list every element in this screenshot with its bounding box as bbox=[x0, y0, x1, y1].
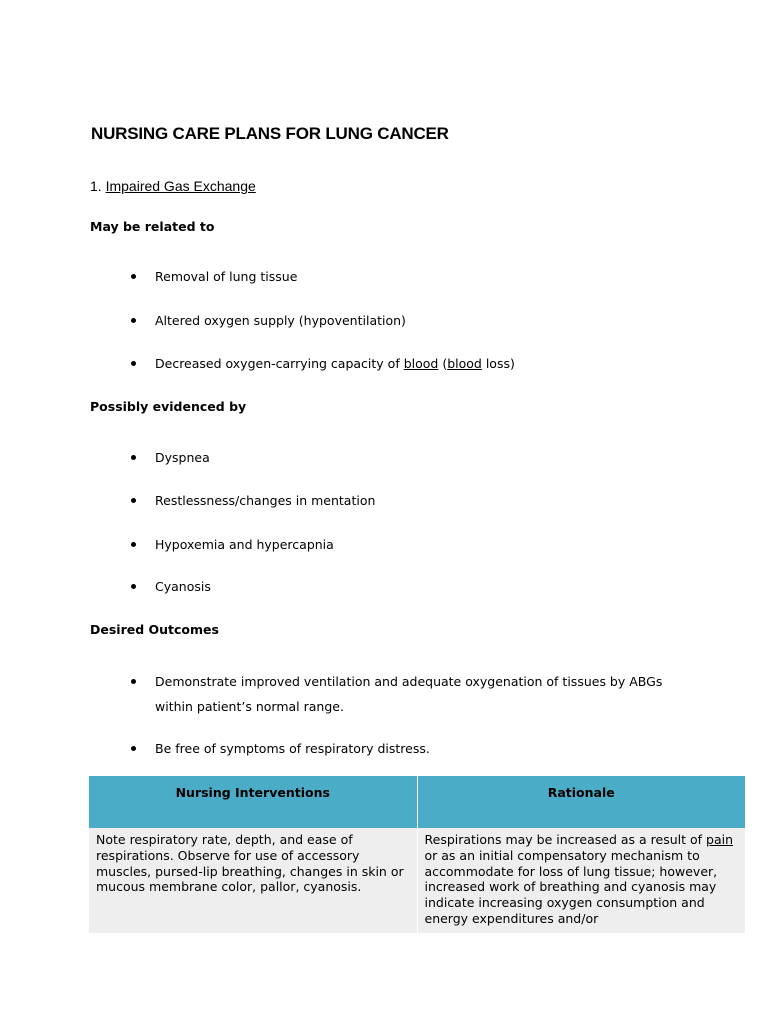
table-row bbox=[89, 828, 745, 933]
blood-link[interactable]: blood bbox=[447, 356, 482, 371]
section-number: 1. bbox=[90, 178, 106, 194]
bullet-icon bbox=[131, 455, 136, 460]
rationale-header: Rationale bbox=[417, 776, 745, 828]
section-heading-link[interactable]: Impaired Gas Exchange bbox=[105, 178, 256, 194]
list-item-text: Removal of lung tissue bbox=[155, 269, 298, 284]
list-item-text: within patient’s normal range. bbox=[155, 699, 344, 714]
list-item-text: Demonstrate improved ventilation and adequate oxygenation of tissues by ABGs bbox=[155, 674, 663, 689]
bullet-icon bbox=[131, 584, 136, 589]
text-fragment: or as an initial compensatory mechanism to accommodate for loss of lung tissue; however, increased work of breathing and cyanosis may indicate increasing oxygen consumption and energy expenditures and/or bbox=[424, 847, 718, 926]
bullet-icon bbox=[131, 679, 136, 684]
bullet-icon bbox=[131, 361, 136, 366]
bullet-icon bbox=[131, 542, 136, 547]
bullet-icon bbox=[131, 274, 136, 279]
text-fragment: Respirations may be increased as a result of bbox=[424, 832, 707, 847]
blood-link[interactable]: blood bbox=[403, 356, 439, 371]
list-item-text: Altered oxygen supply (hypoventilation) bbox=[155, 313, 406, 328]
text-fragment: Decreased oxygen-carrying capacity of bbox=[155, 356, 404, 371]
bullet-icon bbox=[131, 498, 136, 503]
pain-link[interactable]: pain bbox=[706, 832, 734, 847]
text-fragment: ( bbox=[438, 356, 448, 371]
section-heading bbox=[90, 178, 256, 194]
list-item-text: Restlessness/changes in mentation bbox=[155, 493, 376, 508]
table-header-row bbox=[89, 776, 745, 828]
bullet-icon bbox=[131, 318, 136, 323]
care-plan-table bbox=[89, 776, 745, 933]
rationale-cell bbox=[417, 828, 745, 933]
page-title: NURSING CARE PLANS FOR LUNG CANCER bbox=[91, 124, 449, 143]
list-item-text: Cyanosis bbox=[155, 579, 211, 594]
outcomes-label: Desired Outcomes bbox=[90, 622, 219, 637]
related-label: May be related to bbox=[90, 219, 215, 234]
list-item-text: Hypoxemia and hypercapnia bbox=[155, 537, 334, 552]
list-item-text: Dyspnea bbox=[155, 450, 210, 465]
intervention-cell: Note respiratory rate, depth, and ease of respirations. Observe for use of accessory muscles, pursed-lip breathing, changes in skin or mucous membrane color, pallor, cyanosis. bbox=[89, 828, 417, 933]
list-item-text bbox=[155, 351, 515, 376]
bullet-icon bbox=[131, 746, 136, 751]
list-item-text: Be free of symptoms of respiratory distress. bbox=[155, 741, 430, 756]
interventions-header: Nursing Interventions bbox=[89, 776, 417, 828]
text-fragment: loss) bbox=[481, 356, 515, 371]
evidenced-label: Possibly evidenced by bbox=[90, 399, 247, 414]
